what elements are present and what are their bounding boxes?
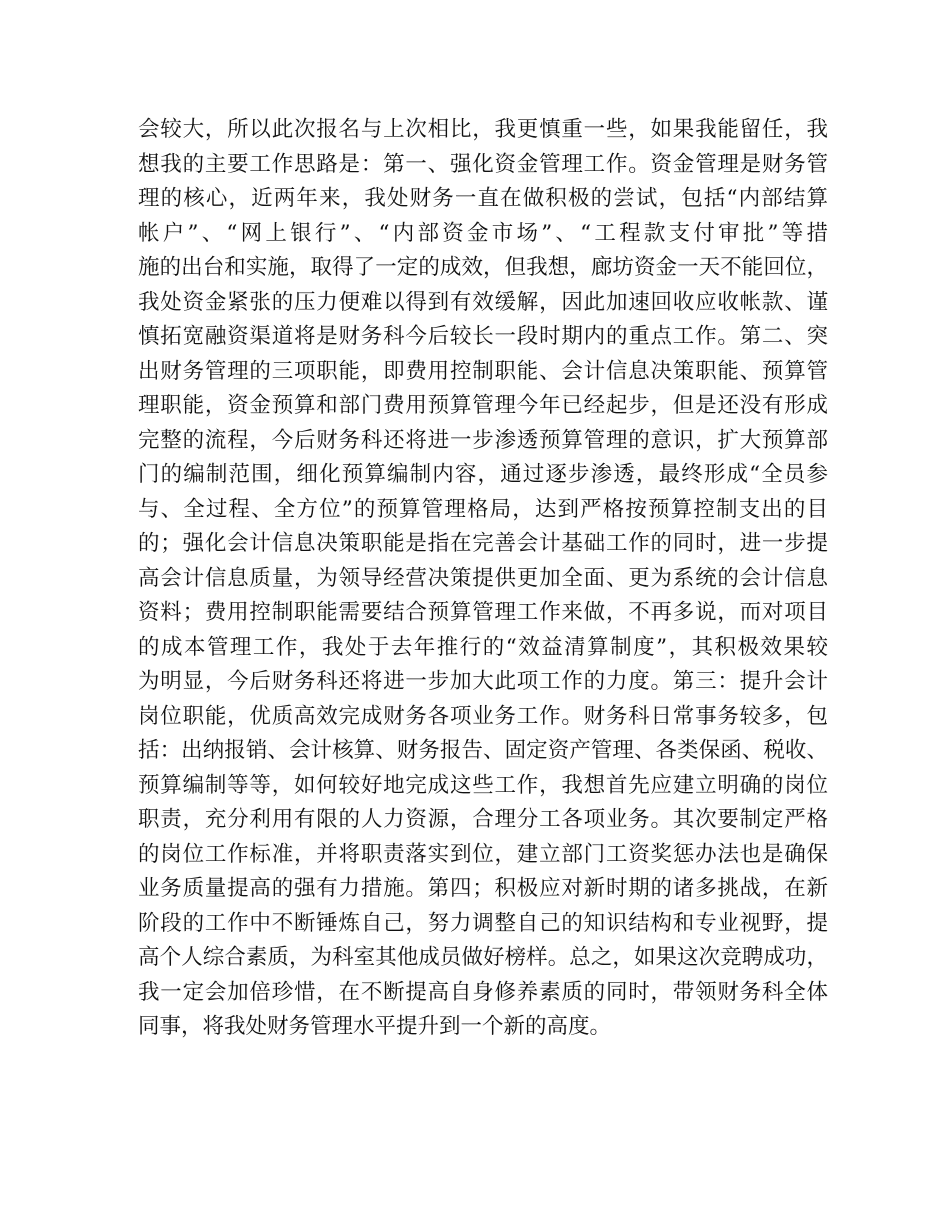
text-line: 为明显，今后财务科还将进一步加大此项工作的力度。第三：提升会计 <box>138 669 828 694</box>
body-text <box>138 113 828 1045</box>
text-line: 门的编制范围，细化预算编制内容，通过逐步渗透，最终形成“全员参 <box>138 462 828 487</box>
text-line: 我一定会加倍珍惜，在不断提高自身修养素质的同时，带领财务科全体 <box>138 979 828 1005</box>
text-line: 的岗位工作标准，并将职责落实到位，建立部门工资奖惩办法也是确保 <box>138 841 828 867</box>
text-line: 职责，充分利用有限的人力资源，合理分工各项业务。其次要制定严格 <box>138 807 828 832</box>
text-line: 的；强化会计信息决策职能是指在完善会计基础工作的同时，进一步提 <box>138 531 828 556</box>
text-line: 业务质量提高的强有力措施。第四；积极应对新时期的诸多挑战，在新 <box>138 876 828 901</box>
text-line: 理的核心，近两年来，我处财务一直在做积极的尝试，包括“内部结算 <box>138 186 828 211</box>
text-line: 我处资金紧张的压力便难以得到有效缓解，因此加速回收应收帐款、谨 <box>138 289 828 315</box>
text-line: 施的出台和实施，取得了一定的成效，但我想，廊坊资金一天不能回位， <box>138 255 828 280</box>
text-line: 高会计信息质量，为领导经营决策提供更加全面、更为系统的会计信息 <box>138 565 828 591</box>
text-line: 括：出纳报销、会计核算、财务报告、固定资产管理、各类保函、税收、 <box>138 738 828 763</box>
text-line: 岗位职能，优质高效完成财务各项业务工作。财务科日常事务较多，包 <box>138 703 828 729</box>
text-line: 慎拓宽融资渠道将是财务科今后较长一段时期内的重点工作。第二、突 <box>138 324 828 349</box>
text-line: 出财务管理的三项职能，即费用控制职能、会计信息决策职能、预算管 <box>138 358 828 384</box>
text-line: 资料；费用控制职能需要结合预算管理工作来做，不再多说，而对项目 <box>138 600 828 625</box>
text-line: 帐户”、“网上银行”、“内部资金市场”、“工程款支付审批”等措 <box>138 220 828 246</box>
text-line: 会较大，所以此次报名与上次相比，我更慎重一些，如果我能留任，我 <box>138 117 828 142</box>
text-line: 预算编制等等，如何较好地完成这些工作，我想首先应建立明确的岗位 <box>138 772 828 798</box>
text-line: 完整的流程，今后财务科还将进一步渗透预算管理的意识，扩大预算部 <box>138 427 828 453</box>
text-line: 理职能，资金预算和部门费用预算管理今年已经起步，但是还没有形成 <box>138 393 828 418</box>
text-line: 想我的主要工作思路是：第一、强化资金管理工作。资金管理是财务管 <box>138 151 828 177</box>
text-line: 的成本管理工作，我处于去年推行的“效益清算制度”，其积极效果较 <box>138 634 828 660</box>
text-line: 与、全过程、全方位”的预算管理格局，达到严格按预算控制支出的目 <box>138 496 828 522</box>
text-line-last: 同事，将我处财务管理水平提升到一个新的高度。 <box>138 1014 612 1039</box>
text-line: 阶段的工作中不断锤炼自己，努力调整自己的知识结构和专业视野，提 <box>138 910 828 936</box>
text-line: 高个人综合素质，为科室其他成员做好榜样。总之，如果这次竞聘成功， <box>138 945 828 970</box>
